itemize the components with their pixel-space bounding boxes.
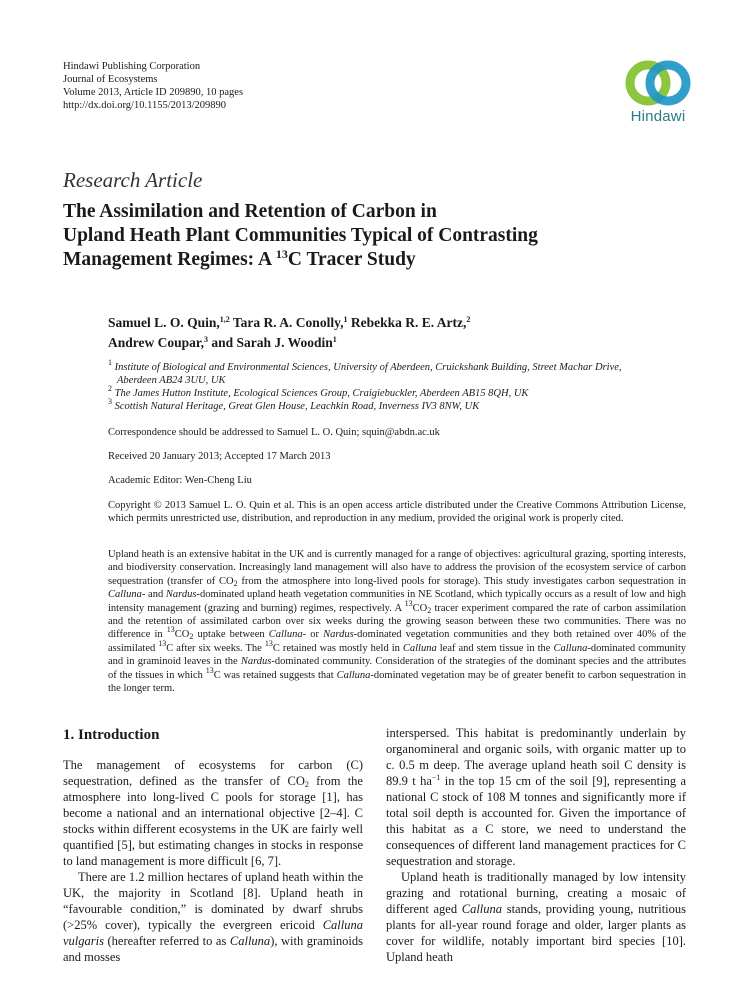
affiliation: $^2$ The James Hutton Institute, Ecological Sciences Group, Craigiebuckler, Aberdeen AB15 8QH, UK <box>108 384 529 399</box>
hindawi-logo <box>618 58 698 136</box>
paragraph: Upland heath is traditionally managed by low intensity grazing and rotational burning, creating a mosaic of different aged Calluna stands, providing young, nutritious plants for all-year round forage and older, larger plants as cover for wildlife, notably important bird species [10]. Upland heath <box>386 870 687 964</box>
copyright-notice: Copyright © 2013 Samuel L. O. Quin et al. This is an open access article distributed under the Creative Commons Attribution License, which permits unrestricted use, distribution, and reproduction in any medium, provided the original work is properly cited. <box>108 500 686 525</box>
doi-link[interactable]: http://dx.doi.org/10.1155/2013/209890 <box>63 100 227 111</box>
section-heading: 1. Introduction <box>63 727 160 743</box>
logo-wordmark: Hindawi <box>630 108 686 125</box>
author: and Sarah J. Woodin <box>211 335 333 350</box>
affiliations <box>108 358 668 413</box>
title-line: Management Regimes: A $^{13}$C Tracer Study <box>63 247 416 270</box>
volume-info: Volume 2013, Article ID 209890, 10 pages <box>63 87 244 98</box>
title-line: The Assimilation and Retention of Carbon in <box>63 201 437 222</box>
title-line: Upland Heath Plant Communities Typical of Contrasting <box>63 225 538 246</box>
right-column <box>386 725 686 965</box>
article-type: Research Article <box>63 168 203 192</box>
academic-editor: Academic Editor: Wen-Cheng Liu <box>108 475 252 486</box>
author: Tara R. A. Conolly, <box>232 315 344 330</box>
publisher: Hindawi Publishing Corporation <box>63 61 201 72</box>
abstract: Upland heath is an extensive habitat in the UK and is currently managed for a range of objectives: agricultural grazing, sporting interests, and biodiversity conservation. Increasingly land management will also have to address the provision of the ecosystem service of carbon sequestration (transfer of $CO_2$ from the atmosphere into long-lived pools for storage). This study investigates carbon sequestration in Calluna- and Nardus-dominated upland heath vegetation communities in NE Scotland, which typically occurs as a result of low and high intensity management (grazing and burning) regimes, respectively. A $^{13}CO_2$ tracer experiment compared the rate of carbon assimilation and the retention of assimilated carbon over six weeks during the growing season between these two communities. There was no difference in $^{13}CO_2$ uptake between Calluna- or Nardus-dominated vegetation communities and they both retained over 40% of the assimilated $^{13}$C after six weeks. The $^{13}$C retained was mostly held in Calluna leaf and stem tissue in the Calluna-dominated community and in graminoid leaves in the Nardus-dominated community. Consideration of the strategies of the dominant species and the attributes of the tissues in which $^{13}$C was retained suggests that Calluna-dominated vegetation may be of greater benefit to carbon sequestration in the longer term. <box>108 549 686 695</box>
paper-title <box>63 200 663 272</box>
affiliation: $^3$ Scottish Natural Heritage, Great Glen House, Leachkin Road, Inverness IV3 8NW, UK <box>108 397 480 412</box>
hindawi-logo-icon <box>618 58 698 108</box>
correspondence: Correspondence should be addressed to Samuel L. O. Quin; squin@abdn.ac.uk <box>108 427 440 438</box>
journal-header <box>63 60 243 112</box>
paragraph: There are 1.2 million hectares of upland heath within the UK, the majority in Scotland [8]. Upland heath in “favourable condition,” is dominated by dwarf shrubs (>25% cover), typically the evergreen ericoid Calluna vulgaris (hereafter referred to as Calluna), with graminoids and mosses <box>63 870 363 964</box>
journal-name: Journal of Ecosystems <box>63 74 158 85</box>
affiliation: $^1$ Institute of Biological and Environmental Sciences, University of Aberdeen, Cruickshank Building, Street Machar Drive, Aberdeen AB24 3UU, UK <box>108 358 622 386</box>
author-list: Samuel L. O. Quin,$^{1,2}$ Tara R. A. Conolly,$^1$ Rebekka R. E. Artz,$^2$ Andrew Coupar,$^3$ and Sarah J. Woodin$^1$ <box>108 315 471 350</box>
paragraph: The management of ecosystems for carbon (C) sequestration, defined as the transfer of $CO_2$ from the atmosphere into long-lived C pools for storage [1], has become a national and an international objective [2–4]. C stocks within different ecosystems in the UK are fairly well quantified [5], but estimating changes in stocks in response to land management is more difficult [6, 7]. <box>63 758 363 868</box>
author: Samuel L. O. Quin, <box>108 315 220 330</box>
received-dates: Received 20 January 2013; Accepted 17 March 2013 <box>108 451 331 462</box>
paragraph: interspersed. This habitat is predominantly underlain by organomineral and organic soils, with organic matter up to c. 0.5 m deep. The average upland heath soil C density is 89.9 t $ha^{-1}$ in the top 15 cm of the soil [9], representing a national C stock of 108 M tonnes and significantly more if total soil depth is accounted for. Given the importance of this habitat as a C store, we need to understand the consequences of different land management practices for C sequestration and storage. <box>386 726 686 868</box>
author: Rebekka R. E. Artz, <box>350 315 467 330</box>
left-column <box>63 757 363 965</box>
author: Andrew Coupar, <box>108 335 205 350</box>
